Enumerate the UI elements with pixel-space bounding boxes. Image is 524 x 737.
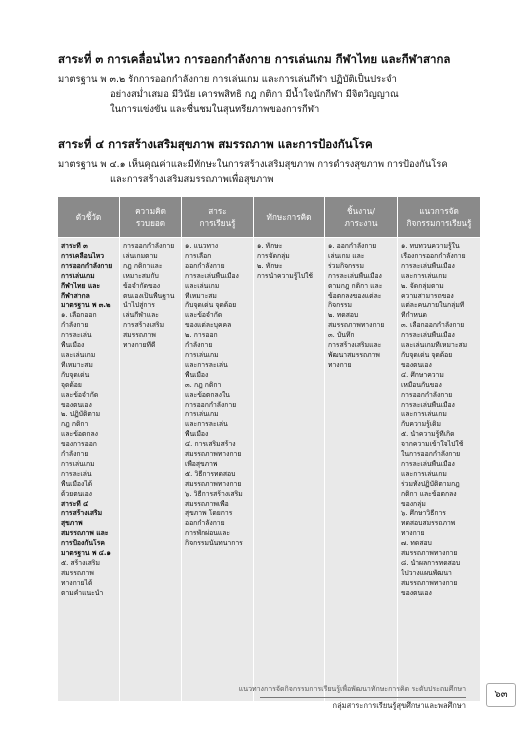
cell-text-line: ๒. ทักษะ [257, 261, 283, 270]
cell-text-line: กับความรู้เดิม [401, 420, 441, 429]
cell-text-line: ๒. จัดกลุ่มตาม [401, 281, 444, 290]
cell-text-line: สมรรถภาพทางกาย [401, 578, 458, 587]
indicator-line: สาระที่ ๓ [61, 242, 88, 250]
indicator-line: การเล่นเกม [61, 459, 95, 468]
cell-text-line: เรื่องการออกกำลังกาย [401, 251, 466, 260]
indicator-line: และข้อจำกัด [61, 390, 99, 399]
indicator-line: กำลังกาย [61, 321, 89, 330]
indicator-line: มาตรฐาน พ ๔.๑ [61, 549, 111, 558]
cell-text-line: พื้นเมือง [185, 370, 209, 379]
cell-text-line: สมรรถภาพทางกาย [401, 549, 458, 558]
header-text: รวบยอด [135, 218, 166, 228]
cell-text-line: การละเล่นพื้นเมือง [401, 459, 455, 468]
cell-text-line: ข้อตกลงของแต่ละ [328, 291, 382, 300]
cell-text-line: สมรรถภาพ [123, 331, 156, 340]
cell-text-line: ๘. นำผลการทดสอบ [401, 559, 461, 567]
cell-text-line: และการเล่นเกม [401, 410, 447, 419]
indicator-line: ๑. เลือกออก [61, 311, 97, 320]
cell-text-line: ๖. วิธีการสร้างเสริม [185, 489, 243, 498]
cell-text-line: ๓. กฎ กติกา [185, 380, 222, 389]
header-activities [398, 197, 481, 238]
cell-text-line: การละเล่นพื้นเมือง [328, 271, 382, 280]
cell-text-line: ทางกาย [401, 529, 425, 538]
cell-text-line: ของกลุ่ม [401, 499, 426, 508]
cell-text-line: นำไปสู่การ [123, 301, 155, 310]
cell-text-line: ๑. ทักษะ [257, 242, 283, 250]
cell-text-line: ๔. การเสริมสร้าง [185, 440, 236, 449]
cell-text-line: การละเล่นพื้นเมือง [401, 400, 455, 409]
standard-3-2-line-3: ในการแข่งขัน และชื่นชมในสุนทรียภาพของการกีฬา [110, 104, 320, 115]
indicator-line: พื้นเมืองได้ [61, 479, 93, 488]
cell-text-line: การละเล่นพื้นเมือง [185, 271, 239, 280]
cell-text-line: เพื่อสุขภาพ [185, 459, 218, 468]
cell-text-line: การสร้างเสริมและ [328, 341, 382, 350]
cell-text-line: การพักผ่อนและ [185, 529, 231, 538]
cell-text-line: ตามกฎ กติกา และ [328, 281, 383, 290]
cell-text-line: การสร้างเสริม [123, 321, 165, 330]
cell-text-line: ของแต่ละบุคคล [185, 321, 232, 330]
footer-subtitle: กลุ่มสาระการเรียนรู้สุขศึกษาและพลศึกษา [332, 701, 466, 710]
cell-text-line: ๔. ศึกษาความ [401, 370, 444, 379]
cell-text-line: สมรรถภาพทางกาย [185, 479, 242, 488]
header-text: กิจกรรมการเรียนรู้ [406, 218, 472, 228]
header-text: แนวการจัด [419, 206, 459, 216]
cell-content [182, 238, 254, 702]
indicator-line: กำลังกาย [61, 450, 89, 459]
strand3-heading: สาระที่ ๓ การเคลื่อนไหว การออกกำลังกาย การเล่นเกม กีฬาไทย และกีฬาสากล [58, 52, 451, 66]
header-text: ตัวชี้วัด [75, 212, 102, 222]
indicator-line: ๕. สร้างเสริม [61, 559, 101, 567]
cell-text-line: การออกกำลังกาย [123, 242, 175, 250]
cell-text-line: การเลือก [185, 251, 212, 260]
cell-text-line: ทางกาย [328, 360, 352, 369]
header-text: ทักษะการคิด [266, 212, 312, 222]
header-thinking-skills [254, 197, 325, 238]
header-text: ชิ้นงาน/ [346, 206, 376, 216]
cell-text-line: กฎ กติกาและ [123, 261, 163, 270]
table-row [58, 238, 481, 702]
indicator-line: การสร้างเสริม [61, 509, 103, 518]
indicator-line: การละเล่น [61, 469, 92, 478]
cell-text-line: ของตนเอง [401, 588, 432, 597]
cell-text-line: ๗. ทดสอบ [401, 539, 432, 548]
cell-text-line: สมรรถภาพทางกาย [185, 450, 242, 459]
indicator-line: กีฬาสากล [61, 291, 90, 300]
cell-text-line: ร่วมทั้งปฏิบัติตามกฎ [401, 479, 460, 488]
cell-text-line: เล่นเกม และ [328, 251, 365, 260]
cell-text-line: ๕. วิธีการทดสอบ [185, 469, 236, 478]
cell-text-line: พัฒนาสมรรถภาพ [328, 350, 380, 359]
indicator-line: การป้องกันโรค [61, 539, 105, 548]
cell-concept [120, 238, 182, 702]
indicator-line: สาระที่ ๔ [61, 499, 89, 508]
cell-text-line: ร่วมกิจกรรม [328, 261, 364, 270]
header-indicator [58, 197, 120, 238]
header-text: การเรียนรู้ [199, 218, 236, 228]
learning-plan-table [57, 196, 481, 702]
indicator-line: สุขภาพ [61, 519, 83, 528]
indicator-line: สมรรถภาพ [61, 568, 94, 577]
cell-text-line: การละเล่นพื้นเมือง [401, 261, 455, 270]
indicator-line: ของตนเอง [61, 400, 92, 409]
cell-text-line: ความสามารถของ [401, 291, 454, 300]
header-content [182, 197, 254, 238]
indicator-line: พื้นเมือง [61, 341, 85, 350]
header-tasks [325, 197, 398, 238]
header-text: ภาระงาน [344, 218, 378, 228]
cell-text-line: การนำความรู้ไปใช้ [257, 271, 314, 280]
cell-text-line: ทางกายที่ดี [123, 341, 156, 350]
standard-3-2 [58, 72, 478, 117]
cell-text-line: เล่นเกมตาม [123, 251, 158, 260]
page-number: ๖๓ [486, 683, 516, 707]
standard-3-2-line-2: อย่างสม่ำเสมอ มีวินัย เคารพสิทธิ กฎ กติกา มีน้ำใจนักกีฬา มีจิตวิญญาณ [110, 89, 399, 100]
indicator-line: ที่เหมาะสม [61, 360, 93, 369]
cell-indicators [58, 238, 120, 702]
cell-text-line: จากความเข้าใจไปใช้ [401, 440, 464, 449]
header-text: ความคิด [135, 206, 166, 216]
cell-text-line: และการละเล่น [185, 420, 228, 429]
standard-4-1 [58, 157, 478, 187]
indicator-line: การเคลื่อนไหว [61, 251, 105, 260]
cell-text-line: การเล่นเกม [185, 410, 219, 419]
footer-note: แนวทางการจัดกิจกรรมการเรียนรู้เพื่อพัฒนาทักษะการคิด ระดับประถมศึกษา [238, 685, 466, 693]
indicator-line: ของการออก [61, 440, 97, 449]
cell-text-line: กิจกรรม [328, 301, 352, 310]
cell-tasks [325, 238, 398, 702]
cell-text-line: และข้อจำกัด [185, 311, 223, 320]
indicator-line: การเล่นเกม [61, 271, 95, 280]
indicator-line: การละเล่น [61, 331, 92, 340]
cell-text-line: พื้นเมือง [185, 430, 209, 439]
cell-text-line: กติกา และข้อตกลง [401, 489, 457, 498]
cell-text-line: ๓. เลือกออกกำลังกาย [401, 321, 465, 330]
cell-text-line: ๑. แนวทาง [185, 242, 219, 250]
cell-text-line: สมรรถภาพทางกาย [328, 321, 385, 330]
table-header-row [58, 197, 481, 238]
header-concept [120, 197, 182, 238]
cell-text-line: ตนเองเป็นพื้นฐาน [123, 291, 175, 300]
cell-text-line: กับจุดเด่น จุดด้อย [401, 350, 453, 359]
indicator-line: และเล่นเกม [61, 350, 96, 359]
cell-text-line: กิจกรรมนันทนาการ [185, 539, 243, 548]
indicator-line: ตามคำแนะนำ [61, 588, 104, 597]
cell-thinking-skills [254, 238, 325, 702]
cell-text-line: กับจุดเด่น จุดด้อย [185, 301, 237, 310]
cell-text-line: ที่เหมาะสม [185, 291, 217, 300]
cell-text-line: กำลังกาย [185, 341, 213, 350]
indicator-line: สมรรถภาพ และ [61, 529, 109, 538]
cell-text-line: ไปวางแผนพัฒนา [401, 568, 452, 577]
header-text: สาระ [208, 206, 227, 216]
cell-text-line: ๑. ออกกำลังกาย [328, 242, 377, 250]
cell-text-line: และเล่นเกมที่เหมาะสม [401, 341, 468, 350]
cell-text-line: ออกกำลังกาย [185, 261, 225, 270]
cell-text-line: และข้อตกลงใน [185, 390, 230, 399]
cell-text-line: ๓. บันทึก [328, 331, 355, 340]
cell-text-line: ๑. ทบทวนความรู้ใน [401, 242, 460, 250]
cell-text-line: สุขภาพ โดยการ [185, 509, 233, 518]
cell-text-line: และการเล่นเกม [401, 271, 447, 280]
cell-text-line: สมรรถภาพเพื่อ [185, 499, 229, 508]
cell-text-line: การออกกำลังกาย [185, 400, 237, 409]
cell-text-line: และเล่นเกม [185, 281, 220, 290]
cell-text-line: ข้อจำกัดของ [123, 281, 161, 290]
indicator-line: มาตรฐาน พ ๓.๒ [61, 301, 111, 310]
footer-divider [260, 697, 466, 698]
indicator-line: การออกกำลังกาย [61, 261, 113, 270]
indicator-line: ๒. ปฏิบัติตาม [61, 410, 101, 419]
cell-text-line: การเล่นเกม [185, 350, 219, 359]
cell-text-line: ๒. การออก [185, 331, 218, 340]
cell-text-line: แต่ละคนภายในกลุ่มที่ [401, 301, 465, 310]
cell-text-line: ที่กำหนด [401, 311, 427, 320]
indicator-line: ทางกายได้ [61, 578, 93, 587]
indicator-line: กับจุดเด่น [61, 370, 90, 379]
cell-text-line: และการละเล่น [185, 360, 228, 369]
cell-text-line: เหมาะสมกับ [123, 271, 159, 280]
cell-text-line: และการเล่นเกม [401, 469, 447, 478]
indicator-line: กฎ กติกา [61, 420, 89, 429]
standard-3-2-line-1: มาตรฐาน พ ๓.๒ รักการออกกำลังกาย การเล่นเกม และการเล่นกีฬา ปฏิบัติเป็นประจำ [58, 74, 397, 85]
cell-text-line: ๕. นำความรู้ที่เกิด [401, 430, 455, 439]
indicator-line: และข้อตกลง [61, 430, 98, 439]
cell-text-line: ๒. ทดสอบ [328, 311, 359, 320]
cell-text-line: การจัดกลุ่ม [257, 251, 290, 260]
cell-text-line: ในการออกกำลังกาย [401, 450, 461, 459]
indicator-line: กีฬาไทย และ [61, 281, 101, 290]
cell-text-line: การออกกำลังกาย [401, 390, 453, 399]
standard-4-1-line-1: มาตรฐาน พ ๔.๑ เห็นคุณค่าและมีทักษะในการสร้างเสริมสุขภาพ การดำรงสุขภาพ การป้องกันโรค [58, 159, 448, 170]
cell-activities [398, 238, 481, 702]
cell-text-line: เหมือนกันของ [401, 380, 442, 389]
cell-text-line: ออกกำลังกาย [185, 519, 225, 528]
strand4-heading: สาระที่ ๔ การสร้างเสริมสุขภาพ สมรรถภาพ และการป้องกันโรค [58, 137, 373, 151]
indicator-line: จุดด้อย [61, 380, 82, 389]
indicator-line: ด้วยตนเอง [61, 489, 92, 498]
standard-4-1-line-2: และการสร้างเสริมสมรรถภาพเพื่อสุขภาพ [110, 174, 274, 185]
cell-text-line: ของตนเอง [401, 360, 432, 369]
cell-text-line: ๖. ศึกษาวิธีการ [401, 509, 446, 518]
cell-text-line: การละเล่นพื้นเมือง [401, 331, 455, 340]
cell-text-line: ทดสอบสมรรถภาพ [401, 519, 456, 528]
cell-text-line: เล่นกีฬาและ [123, 311, 159, 320]
